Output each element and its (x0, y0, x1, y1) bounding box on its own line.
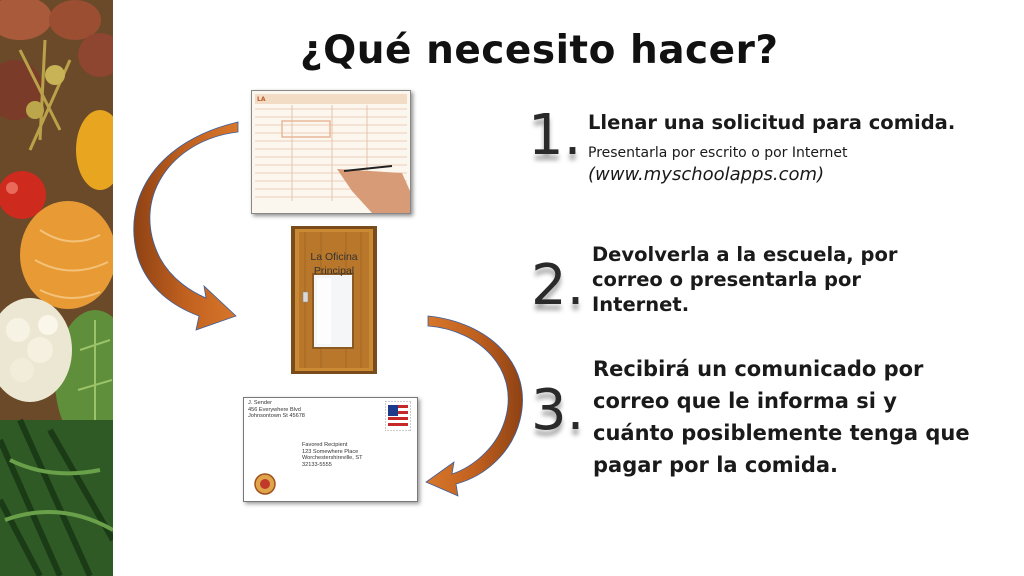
recipient-line: 123 Somewhere Place (302, 448, 359, 455)
step-number: 1. (528, 103, 582, 168)
svg-text:LA: LA (257, 96, 266, 103)
recipient-line: Worchestershireville, ST (302, 455, 363, 462)
sender-line: 456 Everywhere Blvd (248, 406, 301, 413)
flag-stamp-icon (385, 401, 411, 431)
page-title: ¿Qué necesito hacer? (300, 28, 779, 73)
sender-line: Johnsontown St 45678 (248, 413, 305, 420)
step-heading: Llenar una solicitud para comida. (588, 111, 956, 134)
office-door-image (291, 226, 377, 374)
step-detail: Presentarla por escrito o por Internet (588, 145, 848, 161)
recipient-line: 32133-5555 (302, 461, 332, 468)
curved-arrow-icon (426, 316, 523, 496)
step-3 (593, 353, 973, 481)
sender-line: J. Sender (248, 400, 272, 406)
curved-arrow-icon (134, 122, 238, 330)
step-url: (www.myschoolapps.com) (588, 164, 825, 185)
step-number: 3. (531, 378, 585, 443)
step-1 (588, 110, 1008, 187)
seal-icon (254, 473, 276, 495)
envelope-image (243, 397, 418, 502)
step-heading: Recibirá un comunicado por correo que le informa si y cuánto posiblemente tenga que pagar por la comida. (593, 357, 970, 477)
envelope-sender (248, 400, 305, 420)
step-heading: Devolverla a la escuela, por correo o presentarla por Internet. (592, 243, 898, 316)
recipient-line: Favored Recipient (302, 442, 348, 448)
application-form-image (251, 90, 411, 214)
door-label: La Oficina Principal (310, 251, 358, 277)
step-2 (592, 242, 922, 317)
step-number: 2. (531, 253, 585, 318)
envelope-recipient (302, 442, 363, 468)
